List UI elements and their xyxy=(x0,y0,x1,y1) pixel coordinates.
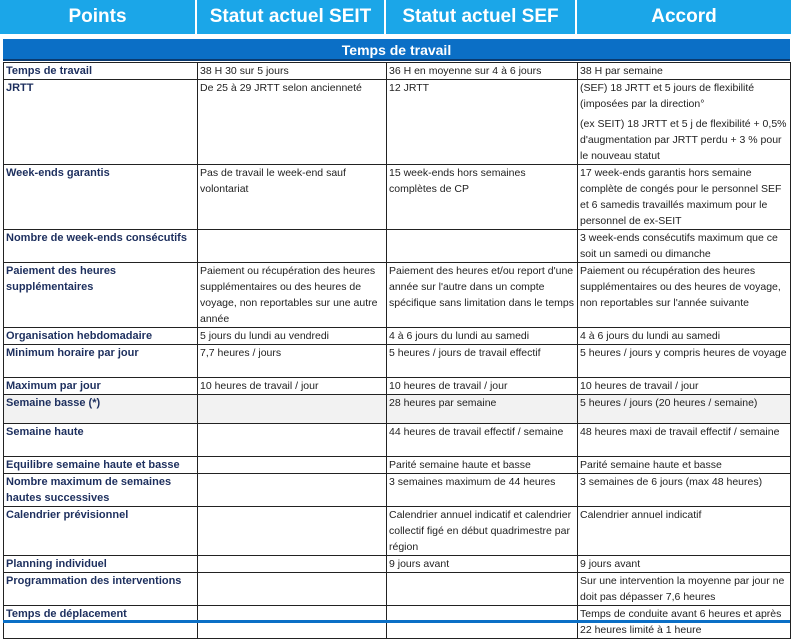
table-row xyxy=(4,80,791,165)
table-row xyxy=(4,345,791,378)
row-label-text: Calendrier prévisionnel xyxy=(6,509,129,521)
cell-seit xyxy=(198,165,387,230)
row-label xyxy=(4,573,198,606)
row-label-text: Semaine haute xyxy=(6,426,84,438)
table-row xyxy=(4,457,791,474)
cell-sef xyxy=(387,474,578,507)
row-label xyxy=(4,345,198,378)
header-points: Points xyxy=(0,0,197,34)
table-row xyxy=(4,395,791,424)
cell-seit xyxy=(198,345,387,378)
table-row xyxy=(4,573,791,606)
cell-accord-text: 10 heures de travail / jour xyxy=(580,380,699,392)
cell-accord xyxy=(578,457,791,474)
cell-accord-text: 3 week-ends consécutifs maximum que ce soit un samedi ou dimanche xyxy=(580,232,778,260)
row-label-text: Minimum horaire par jour xyxy=(6,347,139,359)
cell-accord-text: Parité semaine haute et basse xyxy=(580,459,722,471)
cell-seit-text: Paiement ou récupération des heures supplémentaires ou des heures de voyage, non reportables sur une autre année xyxy=(200,265,378,325)
row-label xyxy=(4,378,198,395)
cell-seit xyxy=(198,328,387,345)
cell-accord-text: Sur une intervention la moyenne par jour ne doit pas dépasser 7,6 heures xyxy=(580,575,785,603)
row-label xyxy=(4,457,198,474)
row-label-text: Paiement des heures supplémentaires xyxy=(6,265,117,293)
row-label xyxy=(4,507,198,556)
row-label xyxy=(4,328,198,345)
cell-sef-text: 9 jours avant xyxy=(389,558,450,570)
cell-accord xyxy=(578,507,791,556)
cell-sef-text: 10 heures de travail / jour xyxy=(389,380,508,392)
table-row xyxy=(4,263,791,328)
cell-accord xyxy=(578,263,791,328)
cell-sef-text: Calendrier annuel indicatif et calendrier collectif figé en début quadrimestre par région xyxy=(389,509,572,553)
cell-accord-text-2: (ex SEIT) 18 JRTT et 5 j de flexibilité + 0,5% d'augmentation par JRTT perdu + 3 % pour le nouveau statut xyxy=(580,118,787,162)
row-label xyxy=(4,230,198,263)
cell-sef xyxy=(387,230,578,263)
row-label-text: Temps de déplacement xyxy=(6,608,127,620)
cell-seit-text: 10 heures de travail / jour xyxy=(200,380,319,392)
cell-seit xyxy=(198,230,387,263)
cell-seit-text: 7,7 heures / jours xyxy=(200,347,282,359)
cell-seit xyxy=(198,395,387,424)
cell-accord-text: Calendrier annuel indicatif xyxy=(580,509,702,521)
cell-sef-text: 4 à 6 jours du lundi au samedi xyxy=(389,330,530,342)
cell-sef-text: 15 week-ends hors semaines complètes de CP xyxy=(389,167,526,195)
row-label-text: Week-ends garantis xyxy=(6,167,110,179)
row-label xyxy=(4,80,198,165)
header-accord: Accord xyxy=(577,0,793,34)
cell-accord-text: 48 heures maxi de travail effectif / semaine xyxy=(580,426,780,438)
cell-seit xyxy=(198,474,387,507)
cell-sef-text: 28 heures par semaine xyxy=(389,397,497,409)
table-row xyxy=(4,165,791,230)
row-label-text: Programmation des interventions xyxy=(6,575,182,587)
cell-sef-text: Paiement des heures et/ou report d'une année sur l'autre dans un compte spécifique sans limitation dans le temps xyxy=(389,265,575,309)
cell-sef xyxy=(387,263,578,328)
cell-sef xyxy=(387,424,578,457)
cell-accord-text: Temps de conduite avant 6 heures et après 22 heures limité à 1 heure xyxy=(580,608,782,636)
cell-seit xyxy=(198,63,387,80)
cell-sef xyxy=(387,345,578,378)
cell-sef xyxy=(387,165,578,230)
cell-accord xyxy=(578,556,791,573)
cell-sef xyxy=(387,63,578,80)
row-label xyxy=(4,263,198,328)
row-label-text: Planning individuel xyxy=(6,558,107,570)
cell-seit-text: De 25 à 29 JRTT selon ancienneté xyxy=(200,82,362,94)
cell-accord xyxy=(578,395,791,424)
cell-seit xyxy=(198,556,387,573)
cell-sef-text: 5 heures / jours de travail effectif xyxy=(389,347,541,359)
cell-accord xyxy=(578,573,791,606)
table-row xyxy=(4,507,791,556)
cell-sef-text: 3 semaines maximum de 44 heures xyxy=(389,476,556,488)
cell-accord xyxy=(578,328,791,345)
cell-seit xyxy=(198,378,387,395)
cell-sef-text: 36 H en moyenne sur 4 à 6 jours xyxy=(389,65,542,77)
cell-accord-text: 9 jours avant xyxy=(580,558,641,570)
row-label-text: Nombre de week-ends consécutifs xyxy=(6,232,187,244)
row-label xyxy=(4,63,198,80)
cell-accord-text: 17 week-ends garantis hors semaine complète de congés pour le personnel SEF et 6 samedis travaillés maximum pour le personnel de ex-SEIT xyxy=(580,167,782,227)
header-seit: Statut actuel SEIT xyxy=(197,0,386,34)
table-row xyxy=(4,556,791,573)
cell-seit xyxy=(198,263,387,328)
cell-seit-text: 5 jours du lundi au vendredi xyxy=(200,330,330,342)
cell-sef xyxy=(387,80,578,165)
cell-seit xyxy=(198,80,387,165)
cell-accord-text: 4 à 6 jours du lundi au samedi xyxy=(580,330,721,342)
cell-accord-text: (SEF) 18 JRTT et 5 jours de flexibilité (imposées par la direction° xyxy=(580,82,755,110)
table-row xyxy=(4,328,791,345)
cell-accord-text: Paiement ou récupération des heures supplémentaires ou des heures de voyage, non reportables sur l'année suivante xyxy=(580,265,781,309)
cell-accord-text: 5 heures / jours y compris heures de voyage xyxy=(580,347,787,359)
row-label-text: Nombre maximum de semaines hautes successives xyxy=(6,476,172,504)
cell-sef xyxy=(387,328,578,345)
row-label xyxy=(4,165,198,230)
table-row xyxy=(4,378,791,395)
cell-sef xyxy=(387,395,578,424)
cell-seit xyxy=(198,573,387,606)
cell-accord-text: 5 heures / jours (20 heures / semaine) xyxy=(580,397,758,409)
row-label xyxy=(4,474,198,507)
table-header xyxy=(0,0,793,36)
cell-sef xyxy=(387,573,578,606)
row-label xyxy=(4,556,198,573)
cell-accord xyxy=(578,424,791,457)
row-label-text: Equilibre semaine haute et basse xyxy=(6,459,180,471)
cell-seit-text: 38 H 30 sur 5 jours xyxy=(200,65,289,77)
cell-sef xyxy=(387,457,578,474)
cell-seit xyxy=(198,424,387,457)
cell-seit xyxy=(198,457,387,474)
row-label-text: Semaine basse (*) xyxy=(6,397,101,409)
cell-accord-text: 3 semaines de 6 jours (max 48 heures) xyxy=(580,476,763,488)
cell-accord xyxy=(578,378,791,395)
row-label-text: JRTT xyxy=(6,82,34,94)
table-row xyxy=(4,474,791,507)
cell-accord-text: 38 H par semaine xyxy=(580,65,663,77)
cell-accord xyxy=(578,80,791,165)
table-row xyxy=(4,63,791,80)
row-label xyxy=(4,395,198,424)
row-label-text: Temps de travail xyxy=(6,65,92,77)
row-label-text: Organisation hebdomadaire xyxy=(6,330,153,342)
row-label-text: Maximum par jour xyxy=(6,380,101,392)
cell-sef-text: 12 JRTT xyxy=(389,82,430,94)
cell-seit xyxy=(198,507,387,556)
comparison-table xyxy=(3,62,791,639)
cell-accord xyxy=(578,230,791,263)
cell-sef xyxy=(387,556,578,573)
cell-sef-text: Parité semaine haute et basse xyxy=(389,459,531,471)
cell-accord xyxy=(578,474,791,507)
table-row xyxy=(4,424,791,457)
cell-accord xyxy=(578,165,791,230)
cell-sef-text: 44 heures de travail effectif / semaine xyxy=(389,426,564,438)
row-label xyxy=(4,424,198,457)
cell-sef xyxy=(387,378,578,395)
section-title: Temps de travail xyxy=(3,39,790,61)
cell-sef xyxy=(387,507,578,556)
cell-accord xyxy=(578,63,791,80)
cell-seit-text: Pas de travail le week-end sauf volontariat xyxy=(200,167,346,195)
header-sef: Statut actuel SEF xyxy=(386,0,577,34)
table-row xyxy=(4,230,791,263)
cell-accord xyxy=(578,345,791,378)
